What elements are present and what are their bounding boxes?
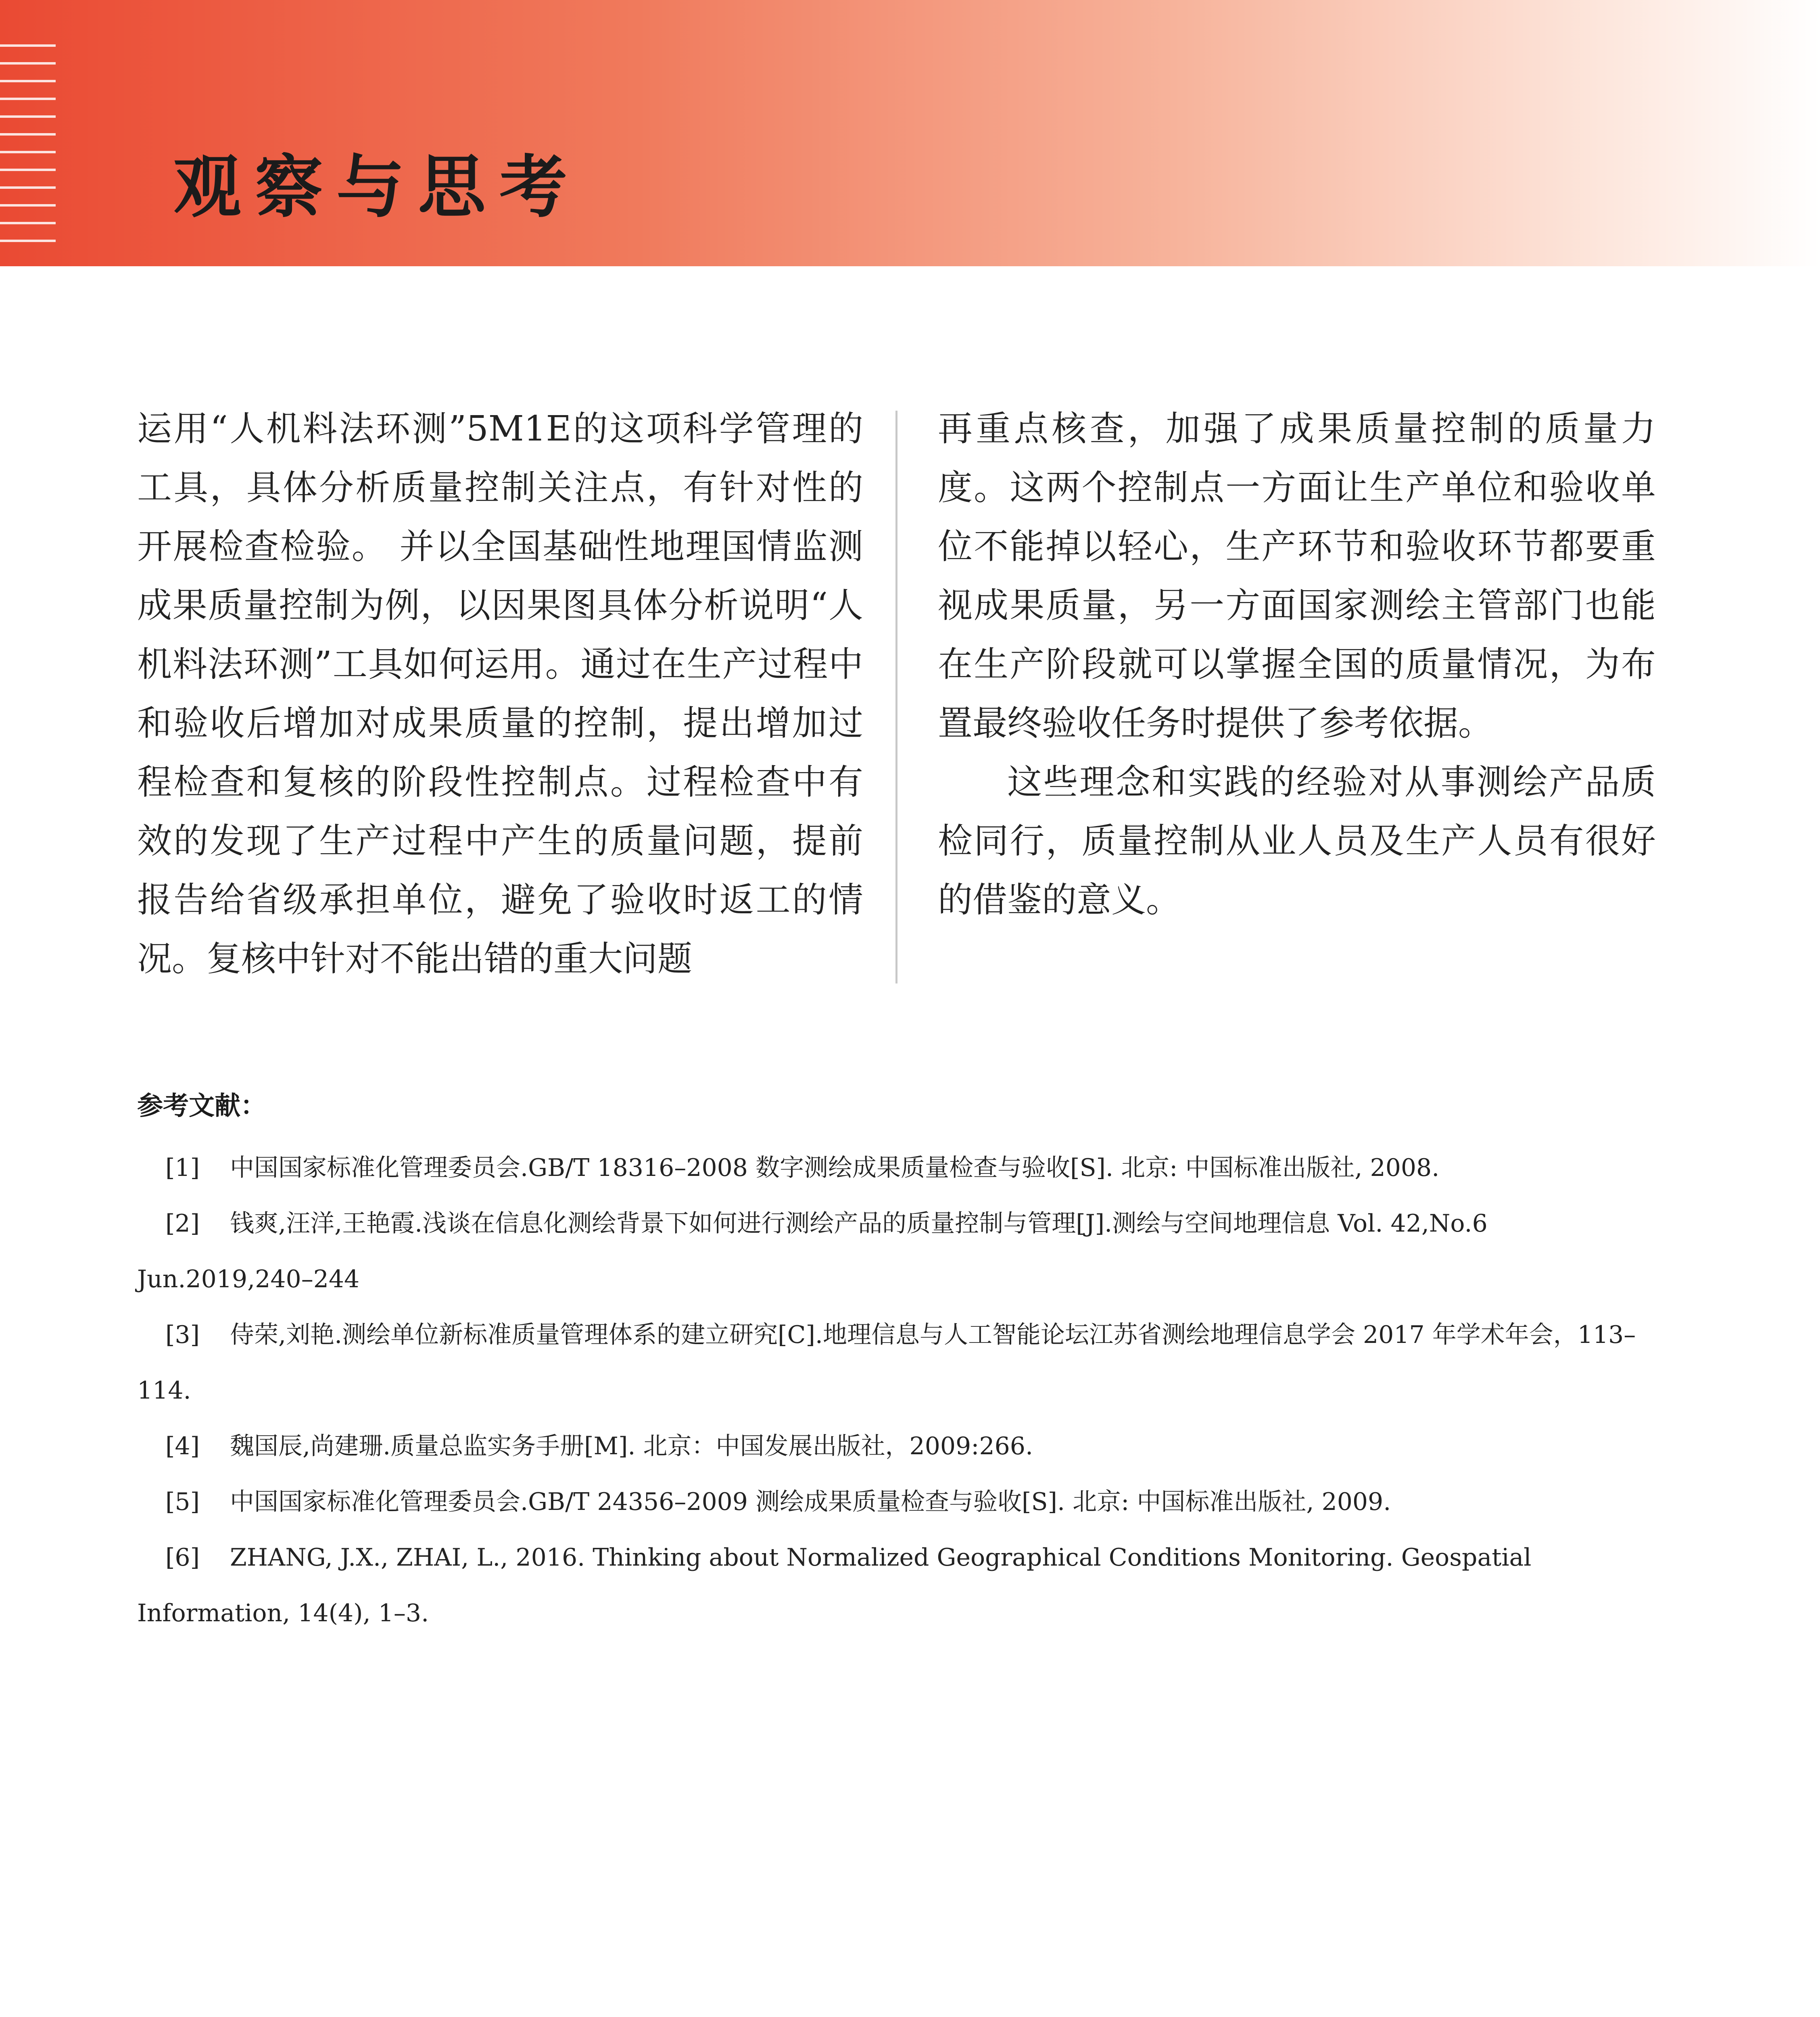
reference-text: 魏国辰,尚建珊.质量总监实务手册[M]. 北京：中国发展出版社，2009:266. <box>230 1432 1033 1460</box>
reference-item <box>137 1418 1658 1474</box>
reference-number: [1] <box>165 1154 200 1182</box>
reference-number: [2] <box>165 1209 200 1238</box>
reference-item <box>137 1307 1658 1418</box>
reference-text: 中国国家标准化管理委员会.GB/T 24356–2009 测绘成果质量检查与验收[S]. 北京: 中国标准出版社, 2009. <box>230 1488 1391 1516</box>
reference-text: 侍荣,刘艳.测绘单位新标准质量管理体系的建立研究[C].地理信息与人工智能论坛江苏省测绘地理信息学会 2017 年学术年会，113–114. <box>137 1321 1636 1405</box>
references-section <box>137 1085 1658 1641</box>
section-banner <box>0 0 1820 266</box>
reference-item <box>137 1530 1658 1641</box>
left-paragraph: 运用“人机料法环测”5M1E的这项科学管理的工具，具体分析质量控制关注点，有针对性的开展检查检验。 并以全国基础性地理国情监测成果质量控制为例，以因果图具体分析说明“人机料法环测”工具如何运用。通过在生产过程中和验收后增加对成果质量的控制，提出增加过程检查和复核的阶段性控制点。过程检查中有效的发现了生产过程中产生的质量问题，提前报告给省级承担单位，避免了验收时返工的情况。复核中针对不能出错的重大问题 <box>137 409 863 979</box>
reference-number: [6] <box>165 1543 200 1572</box>
references-heading: 参考文献： <box>137 1091 266 1121</box>
reference-text: 中国国家标准化管理委员会.GB/T 18316–2008 数字测绘成果质量检查与验收[S]. 北京: 中国标准出版社, 2008. <box>230 1154 1440 1182</box>
reference-number: [3] <box>165 1321 200 1349</box>
reference-text: ZHANG, J.X., ZHAI, L., 2016. Thinking about Normalized Geographical Conditions Monitoring. Geospatial Information, 14(4), 1–3. <box>137 1543 1532 1627</box>
body-text <box>137 399 1654 992</box>
right-column <box>938 399 1656 992</box>
reference-number: [5] <box>165 1488 200 1516</box>
section-title: 观察与思考 <box>173 148 581 227</box>
column-divider <box>895 411 897 983</box>
right-paragraph-2: 这些理念和实践的经验对从事测绘产品质检同行，质量控制从业人员及生产人员有很好的借鉴的意义。 <box>938 762 1656 920</box>
reference-item <box>137 1196 1658 1307</box>
banner-stripes-decoration <box>0 44 56 250</box>
reference-text: 钱爽,汪洋,王艳霞.浅谈在信息化测绘背景下如何进行测绘产品的质量控制与管理[J].测绘与空间地理信息 Vol. 42,No.6 Jun.2019,240–244 <box>137 1209 1488 1293</box>
reference-number: [4] <box>165 1432 200 1460</box>
reference-item <box>137 1140 1658 1196</box>
right-paragraph-1: 再重点核查，加强了成果质量控制的质量力度。这两个控制点一方面让生产单位和验收单位不能掉以轻心，生产环节和验收环节都要重视成果质量，另一方面国家测绘主管部门也能在生产阶段就可以掌握全国的质量情况，为布置最终验收任务时提供了参考依据。 <box>938 409 1656 743</box>
reference-item <box>137 1474 1658 1530</box>
left-column <box>137 399 863 992</box>
